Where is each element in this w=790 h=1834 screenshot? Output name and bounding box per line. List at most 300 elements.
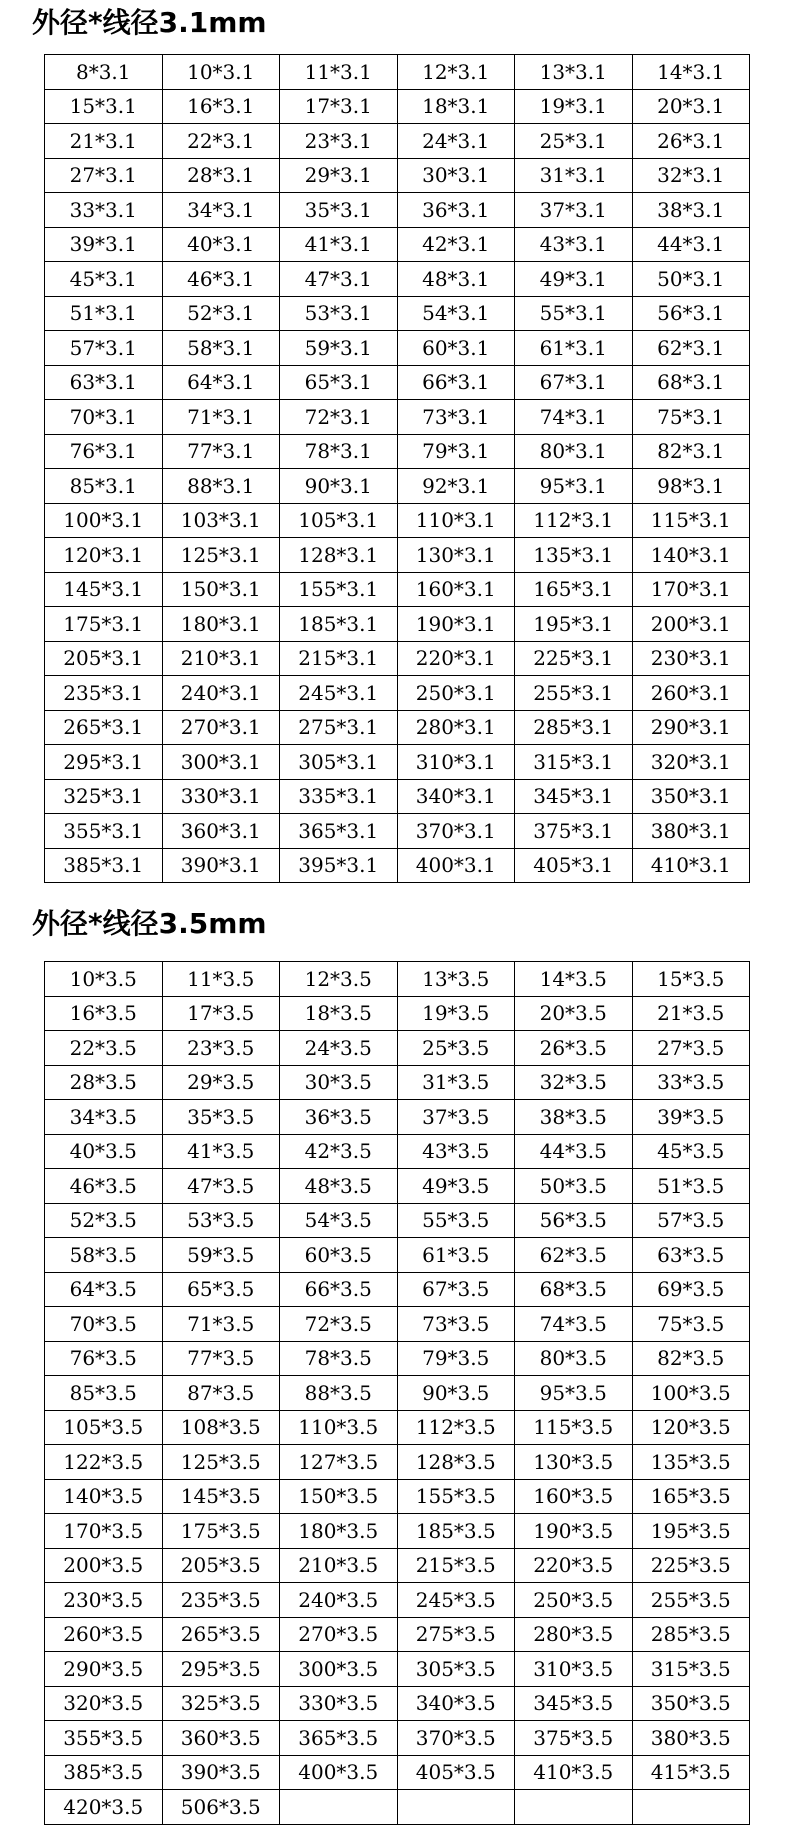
table-cell: 46*3.1 [162, 262, 280, 297]
table-cell: 74*3.1 [515, 400, 633, 435]
table-cell: 23*3.5 [162, 1031, 280, 1066]
table-cell: 185*3.1 [280, 607, 398, 642]
table-cell: 115*3.5 [515, 1410, 633, 1445]
table-cell: 365*3.1 [280, 814, 398, 849]
table-cell: 73*3.1 [397, 400, 515, 435]
table-cell: 135*3.1 [515, 538, 633, 573]
table-cell: 130*3.5 [515, 1445, 633, 1480]
table-cell: 35*3.1 [280, 193, 398, 228]
table-cell [397, 1790, 515, 1825]
table-cell: 27*3.5 [632, 1031, 750, 1066]
table-row [45, 331, 750, 366]
table-cell: 375*3.1 [515, 814, 633, 849]
table-cell: 70*3.1 [45, 400, 163, 435]
table-cell: 365*3.5 [280, 1721, 398, 1756]
table-cell: 39*3.1 [45, 227, 163, 262]
table-cell: 220*3.1 [397, 641, 515, 676]
table-cell: 410*3.1 [632, 848, 750, 883]
table-cell: 410*3.5 [515, 1755, 633, 1790]
table-cell: 370*3.1 [397, 814, 515, 849]
table-cell: 24*3.1 [397, 124, 515, 159]
table-cell: 62*3.1 [632, 331, 750, 366]
table-cell: 54*3.1 [397, 296, 515, 331]
table-cell: 56*3.1 [632, 296, 750, 331]
table-cell: 340*3.1 [397, 779, 515, 814]
table-cell: 420*3.5 [45, 1790, 163, 1825]
table-cell: 345*3.5 [515, 1686, 633, 1721]
table-row [45, 1583, 750, 1618]
table-row [45, 400, 750, 435]
table-cell: 60*3.1 [397, 331, 515, 366]
table-cell: 25*3.1 [515, 124, 633, 159]
table-cell: 310*3.5 [515, 1652, 633, 1687]
table-cell: 17*3.1 [280, 89, 398, 124]
table-cell: 180*3.5 [280, 1514, 398, 1549]
table-cell: 140*3.1 [632, 538, 750, 573]
table-cell: 63*3.5 [632, 1238, 750, 1273]
table-cell: 400*3.1 [397, 848, 515, 883]
table-cell: 55*3.5 [397, 1203, 515, 1238]
table-row [45, 1238, 750, 1273]
section-title-3-1mm: 外径*线径3.1mm [32, 6, 267, 39]
table-cell: 48*3.5 [280, 1169, 398, 1204]
table-cell: 305*3.1 [280, 745, 398, 780]
table-cell: 235*3.1 [45, 676, 163, 711]
table-cell: 25*3.5 [397, 1031, 515, 1066]
table-cell: 215*3.1 [280, 641, 398, 676]
table-cell: 40*3.5 [45, 1134, 163, 1169]
table-cell: 195*3.1 [515, 607, 633, 642]
table-row [45, 1272, 750, 1307]
table-cell: 57*3.1 [45, 331, 163, 366]
table-cell: 270*3.5 [280, 1617, 398, 1652]
table-cell: 36*3.1 [397, 193, 515, 228]
table-cell: 200*3.1 [632, 607, 750, 642]
table-cell: 180*3.1 [162, 607, 280, 642]
table-cell: 59*3.5 [162, 1238, 280, 1273]
table-cell: 73*3.5 [397, 1307, 515, 1342]
table-cell: 125*3.5 [162, 1445, 280, 1480]
table-cell: 108*3.5 [162, 1410, 280, 1445]
table-cell: 49*3.1 [515, 262, 633, 297]
table-row [45, 779, 750, 814]
table-row [45, 814, 750, 849]
table-cell: 100*3.1 [45, 503, 163, 538]
table-cell: 47*3.5 [162, 1169, 280, 1204]
table-cell: 33*3.5 [632, 1065, 750, 1100]
table-row [45, 1376, 750, 1411]
table-cell: 16*3.1 [162, 89, 280, 124]
table-cell: 69*3.5 [632, 1272, 750, 1307]
table-cell: 98*3.1 [632, 469, 750, 504]
table-cell: 15*3.5 [632, 962, 750, 997]
table-cell: 30*3.5 [280, 1065, 398, 1100]
table-row [45, 296, 750, 331]
table-cell: 66*3.1 [397, 365, 515, 400]
table-cell: 58*3.1 [162, 331, 280, 366]
table-cell: 42*3.1 [397, 227, 515, 262]
table-cell: 19*3.1 [515, 89, 633, 124]
table-cell: 135*3.5 [632, 1445, 750, 1480]
table-row [45, 1721, 750, 1756]
table-row [45, 1031, 750, 1066]
table-cell: 405*3.5 [397, 1755, 515, 1790]
table-cell: 400*3.5 [280, 1755, 398, 1790]
table-cell: 305*3.5 [397, 1652, 515, 1687]
table-cell: 28*3.5 [45, 1065, 163, 1100]
table-cell: 250*3.1 [397, 676, 515, 711]
table-cell: 51*3.5 [632, 1169, 750, 1204]
table-cell: 145*3.1 [45, 572, 163, 607]
table-cell: 345*3.1 [515, 779, 633, 814]
table-cell: 13*3.5 [397, 962, 515, 997]
table-cell: 80*3.5 [515, 1341, 633, 1376]
table-cell: 32*3.1 [632, 158, 750, 193]
table-row [45, 227, 750, 262]
table-cell: 61*3.1 [515, 331, 633, 366]
table-cell: 130*3.1 [397, 538, 515, 573]
table-cell: 66*3.5 [280, 1272, 398, 1307]
table-cell: 255*3.1 [515, 676, 633, 711]
table-cell: 190*3.5 [515, 1514, 633, 1549]
table-cell: 20*3.1 [632, 89, 750, 124]
table-cell: 380*3.1 [632, 814, 750, 849]
table-cell: 61*3.5 [397, 1238, 515, 1273]
table-row [45, 365, 750, 400]
spec-table-3-5mm [44, 961, 750, 1825]
table-cell: 120*3.1 [45, 538, 163, 573]
table-cell: 105*3.5 [45, 1410, 163, 1445]
table-cell: 65*3.5 [162, 1272, 280, 1307]
table-cell: 275*3.5 [397, 1617, 515, 1652]
table-cell: 125*3.1 [162, 538, 280, 573]
table-cell: 10*3.5 [45, 962, 163, 997]
table-cell: 41*3.1 [280, 227, 398, 262]
table-cell: 92*3.1 [397, 469, 515, 504]
table-cell: 64*3.5 [45, 1272, 163, 1307]
table-cell: 350*3.5 [632, 1686, 750, 1721]
table-cell: 280*3.5 [515, 1617, 633, 1652]
table-row [45, 1307, 750, 1342]
table-row [45, 848, 750, 883]
table-cell: 265*3.5 [162, 1617, 280, 1652]
table-row [45, 1341, 750, 1376]
table-cell: 29*3.1 [280, 158, 398, 193]
table-cell: 295*3.1 [45, 745, 163, 780]
table-cell: 41*3.5 [162, 1134, 280, 1169]
table-cell: 77*3.5 [162, 1341, 280, 1376]
table-cell: 185*3.5 [397, 1514, 515, 1549]
table-cell: 320*3.5 [45, 1686, 163, 1721]
table-row [45, 1203, 750, 1238]
table-cell: 325*3.1 [45, 779, 163, 814]
table-cell: 38*3.1 [632, 193, 750, 228]
table-cell: 275*3.1 [280, 710, 398, 745]
table-cell: 88*3.5 [280, 1376, 398, 1411]
table-cell: 350*3.1 [632, 779, 750, 814]
table-cell: 175*3.1 [45, 607, 163, 642]
table-cell: 32*3.5 [515, 1065, 633, 1100]
table-cell: 225*3.5 [632, 1548, 750, 1583]
table-cell: 155*3.1 [280, 572, 398, 607]
table-cell: 46*3.5 [45, 1169, 163, 1204]
table-cell: 165*3.5 [632, 1479, 750, 1514]
table-cell: 95*3.1 [515, 469, 633, 504]
table-cell: 95*3.5 [515, 1376, 633, 1411]
table-row [45, 503, 750, 538]
table-cell: 260*3.1 [632, 676, 750, 711]
table-row [45, 1514, 750, 1549]
table-cell: 120*3.5 [632, 1410, 750, 1445]
table-row [45, 55, 750, 90]
table-cell: 290*3.1 [632, 710, 750, 745]
table-cell [280, 1790, 398, 1825]
table-cell: 54*3.5 [280, 1203, 398, 1238]
table-cell: 310*3.1 [397, 745, 515, 780]
table-cell: 33*3.1 [45, 193, 163, 228]
table-cell: 31*3.1 [515, 158, 633, 193]
spec-table-3-1mm [44, 54, 750, 883]
table-cell: 385*3.5 [45, 1755, 163, 1790]
table-cell: 87*3.5 [162, 1376, 280, 1411]
table-cell: 170*3.1 [632, 572, 750, 607]
table-cell: 28*3.1 [162, 158, 280, 193]
table-cell: 8*3.1 [45, 55, 163, 90]
table-cell: 78*3.1 [280, 434, 398, 469]
table-cell: 71*3.1 [162, 400, 280, 435]
table-cell: 150*3.1 [162, 572, 280, 607]
table-cell: 40*3.1 [162, 227, 280, 262]
table-cell: 50*3.1 [632, 262, 750, 297]
table-cell: 355*3.5 [45, 1721, 163, 1756]
table-cell: 385*3.1 [45, 848, 163, 883]
table-cell: 110*3.5 [280, 1410, 398, 1445]
table-cell: 128*3.1 [280, 538, 398, 573]
table-cell: 390*3.1 [162, 848, 280, 883]
table-cell: 115*3.1 [632, 503, 750, 538]
table-cell: 380*3.5 [632, 1721, 750, 1756]
table-cell: 11*3.1 [280, 55, 398, 90]
table-row [45, 1479, 750, 1514]
table-cell: 64*3.1 [162, 365, 280, 400]
table-cell: 49*3.5 [397, 1169, 515, 1204]
table-row [45, 538, 750, 573]
table-cell: 85*3.1 [45, 469, 163, 504]
table-cell: 79*3.1 [397, 434, 515, 469]
table-cell: 10*3.1 [162, 55, 280, 90]
table-cell: 320*3.1 [632, 745, 750, 780]
table-cell: 230*3.1 [632, 641, 750, 676]
table-row [45, 1134, 750, 1169]
table-cell: 34*3.1 [162, 193, 280, 228]
table-cell: 506*3.5 [162, 1790, 280, 1825]
table-row [45, 1548, 750, 1583]
table-cell: 330*3.5 [280, 1686, 398, 1721]
table-cell: 128*3.5 [397, 1445, 515, 1480]
table-row [45, 89, 750, 124]
table-row [45, 996, 750, 1031]
table-cell: 21*3.1 [45, 124, 163, 159]
table-cell: 72*3.5 [280, 1307, 398, 1342]
table-cell: 62*3.5 [515, 1238, 633, 1273]
table-row [45, 745, 750, 780]
table-cell: 300*3.5 [280, 1652, 398, 1687]
table-cell: 21*3.5 [632, 996, 750, 1031]
table-cell: 29*3.5 [162, 1065, 280, 1100]
table-cell: 215*3.5 [397, 1548, 515, 1583]
table-cell: 140*3.5 [45, 1479, 163, 1514]
table-cell: 255*3.5 [632, 1583, 750, 1618]
table-cell: 68*3.1 [632, 365, 750, 400]
table-row [45, 710, 750, 745]
table-cell: 44*3.5 [515, 1134, 633, 1169]
table-cell: 17*3.5 [162, 996, 280, 1031]
table-cell: 52*3.5 [45, 1203, 163, 1238]
table-cell: 11*3.5 [162, 962, 280, 997]
table-cell: 63*3.1 [45, 365, 163, 400]
table-cell: 14*3.1 [632, 55, 750, 90]
table-cell: 30*3.1 [397, 158, 515, 193]
table-row [45, 1686, 750, 1721]
table-cell: 405*3.1 [515, 848, 633, 883]
table-cell: 335*3.1 [280, 779, 398, 814]
table-cell: 245*3.1 [280, 676, 398, 711]
table-cell: 340*3.5 [397, 1686, 515, 1721]
table-cell: 375*3.5 [515, 1721, 633, 1756]
table-row [45, 962, 750, 997]
table-cell: 12*3.5 [280, 962, 398, 997]
table-cell: 315*3.1 [515, 745, 633, 780]
table-cell: 58*3.5 [45, 1238, 163, 1273]
table-cell: 165*3.1 [515, 572, 633, 607]
table-cell: 71*3.5 [162, 1307, 280, 1342]
table-cell: 12*3.1 [397, 55, 515, 90]
table-cell: 16*3.5 [45, 996, 163, 1031]
table-cell: 170*3.5 [45, 1514, 163, 1549]
table-cell: 47*3.1 [280, 262, 398, 297]
table-cell: 103*3.1 [162, 503, 280, 538]
table-row [45, 641, 750, 676]
table-cell: 20*3.5 [515, 996, 633, 1031]
table-cell: 26*3.1 [632, 124, 750, 159]
table-row [45, 469, 750, 504]
table-row [45, 1652, 750, 1687]
table-cell: 60*3.5 [280, 1238, 398, 1273]
table-cell: 210*3.1 [162, 641, 280, 676]
table-cell: 75*3.5 [632, 1307, 750, 1342]
table-cell: 127*3.5 [280, 1445, 398, 1480]
table-cell: 82*3.1 [632, 434, 750, 469]
table-cell: 31*3.5 [397, 1065, 515, 1100]
table-cell: 90*3.5 [397, 1376, 515, 1411]
table-row [45, 607, 750, 642]
table-cell [515, 1790, 633, 1825]
table-cell: 22*3.5 [45, 1031, 163, 1066]
table-row [45, 1445, 750, 1480]
table-cell: 280*3.1 [397, 710, 515, 745]
table-row [45, 1410, 750, 1445]
table-cell: 53*3.5 [162, 1203, 280, 1238]
table-cell: 24*3.5 [280, 1031, 398, 1066]
table-cell: 100*3.5 [632, 1376, 750, 1411]
table-row [45, 124, 750, 159]
table-row [45, 193, 750, 228]
table-cell: 26*3.5 [515, 1031, 633, 1066]
table-cell: 360*3.5 [162, 1721, 280, 1756]
table-cell: 150*3.5 [280, 1479, 398, 1514]
table-cell: 42*3.5 [280, 1134, 398, 1169]
table-row [45, 1617, 750, 1652]
table-cell: 230*3.5 [45, 1583, 163, 1618]
table-cell: 57*3.5 [632, 1203, 750, 1238]
table-row [45, 1169, 750, 1204]
table-cell: 250*3.5 [515, 1583, 633, 1618]
table-cell: 290*3.5 [45, 1652, 163, 1687]
table-cell: 285*3.5 [632, 1617, 750, 1652]
table-cell: 295*3.5 [162, 1652, 280, 1687]
table-cell: 112*3.5 [397, 1410, 515, 1445]
table-cell: 240*3.1 [162, 676, 280, 711]
table-row [45, 572, 750, 607]
table-cell: 79*3.5 [397, 1341, 515, 1376]
table-cell: 13*3.1 [515, 55, 633, 90]
table-cell: 200*3.5 [45, 1548, 163, 1583]
table-cell: 45*3.5 [632, 1134, 750, 1169]
table-cell: 205*3.1 [45, 641, 163, 676]
table-cell: 220*3.5 [515, 1548, 633, 1583]
table-cell: 395*3.1 [280, 848, 398, 883]
table-cell: 18*3.1 [397, 89, 515, 124]
table-cell: 225*3.1 [515, 641, 633, 676]
table-cell: 59*3.1 [280, 331, 398, 366]
table-cell: 37*3.1 [515, 193, 633, 228]
table-cell: 53*3.1 [280, 296, 398, 331]
table-cell: 44*3.1 [632, 227, 750, 262]
table-cell: 245*3.5 [397, 1583, 515, 1618]
table-cell: 112*3.1 [515, 503, 633, 538]
table-cell: 45*3.1 [45, 262, 163, 297]
table-cell: 37*3.5 [397, 1100, 515, 1135]
table-cell: 36*3.5 [280, 1100, 398, 1135]
table-cell: 74*3.5 [515, 1307, 633, 1342]
table-cell [632, 1790, 750, 1825]
table-row [45, 262, 750, 297]
table-row [45, 1100, 750, 1135]
table-cell: 75*3.1 [632, 400, 750, 435]
table-cell: 195*3.5 [632, 1514, 750, 1549]
table-row [45, 1755, 750, 1790]
table-cell: 90*3.1 [280, 469, 398, 504]
table-cell: 39*3.5 [632, 1100, 750, 1135]
table-cell: 35*3.5 [162, 1100, 280, 1135]
section-title-3-5mm: 外径*线径3.5mm [32, 907, 267, 940]
table-cell: 27*3.1 [45, 158, 163, 193]
table-cell: 34*3.5 [45, 1100, 163, 1135]
table-cell: 300*3.1 [162, 745, 280, 780]
table-cell: 67*3.1 [515, 365, 633, 400]
table-cell: 145*3.5 [162, 1479, 280, 1514]
table-cell: 70*3.5 [45, 1307, 163, 1342]
table-cell: 52*3.1 [162, 296, 280, 331]
table-cell: 355*3.1 [45, 814, 163, 849]
table-cell: 265*3.1 [45, 710, 163, 745]
table-cell: 76*3.1 [45, 434, 163, 469]
table-cell: 315*3.5 [632, 1652, 750, 1687]
table-cell: 325*3.5 [162, 1686, 280, 1721]
table-cell: 77*3.1 [162, 434, 280, 469]
table-row [45, 434, 750, 469]
table-cell: 76*3.5 [45, 1341, 163, 1376]
